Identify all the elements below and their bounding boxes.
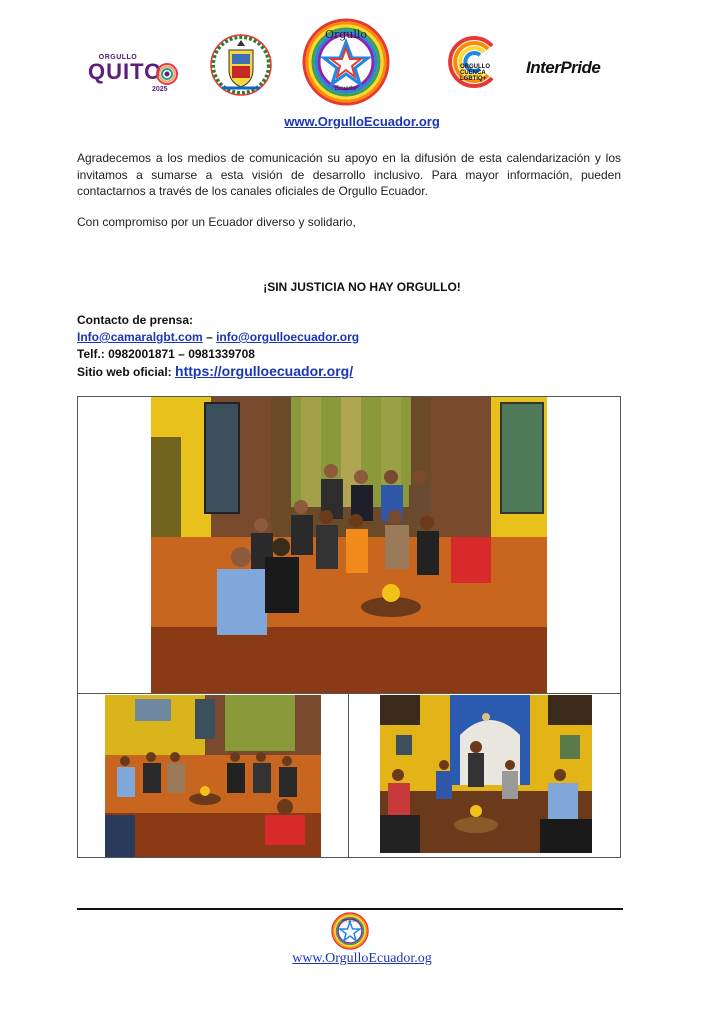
cuenca-text-line2: CUENCA [460,70,486,76]
cuenca-logo-text [460,64,490,82]
intro-paragraph: Agradecemos a los medios de comunicación su apoyo en la difusión de esta calendarización y los invitamos a sumarse a esta visión de desarrollo inclusivo. Para mayor información, pueden contactarnos a través de los canales oficiales de Orgullo Ecuador. [77,151,621,198]
phone-line: Telf.: 0982001871 – 0981339708 [77,347,255,361]
cuenca-text-line1: ORGULLO [460,64,490,70]
closing-paragraph: Con compromiso por un Ecuador diverso y solidario, [77,215,356,229]
group-photo-left [105,695,321,857]
press-contact-block [77,312,359,381]
quito-logo-year: 2025 [152,86,168,93]
crest-icon [208,32,274,98]
orgullo-quito-logo [88,54,180,96]
header-site-link[interactable]: www.OrgulloEcuador.org [284,114,440,129]
group-photo-main [151,397,547,693]
website-link[interactable]: https://orgulloecuador.org/ [175,363,354,379]
ecuador-crest-logo [208,32,274,98]
press-contact-heading: Contacto de prensa: [77,313,194,327]
press-email-line [77,329,359,346]
cuenca-text-line3: LGBTIQ+ [460,76,487,82]
main-logo-bottom-text: Ecuador [334,86,358,92]
quito-logo-big-text: QUITO [88,59,163,84]
table-vertical-divider [348,693,349,857]
footer-logo-text: Orgullo [342,917,358,923]
slogan-heading: ¡SIN JUSTICIA NO HAY ORGULLO! [263,280,461,294]
email-separator: – [202,330,217,344]
group-photo-right-image [380,695,592,853]
header-logos [80,18,640,110]
group-photo-right [380,695,592,853]
interpride-logo: InterPride [526,58,601,77]
website-label: Sitio web oficial: [77,365,176,379]
cuenca-rainbow-c-icon [442,32,502,92]
website-line [77,363,359,381]
photo-table [77,396,621,858]
footer-logo [331,912,369,950]
group-photo-main-image [151,397,547,693]
table-horizontal-divider [78,693,620,694]
footer-rainbow-star-icon [331,912,369,950]
orgullo-cuenca-logo [442,32,502,92]
orgullo-ecuador-logo [302,18,390,106]
group-photo-left-image [105,695,321,857]
footer-site-link[interactable]: www.OrgulloEcuador.og [292,951,432,966]
footer-divider [77,908,623,910]
main-logo-top-text: Orgullo [324,28,368,41]
email-link-camaralgbt[interactable]: Info@camaralgbt.com [77,330,203,344]
quito-rainbow-icon [156,63,178,85]
quito-logo-small-text: ORGULLO [98,54,138,61]
email-link-orgullo[interactable]: info@orgulloecuador.org [216,330,360,344]
